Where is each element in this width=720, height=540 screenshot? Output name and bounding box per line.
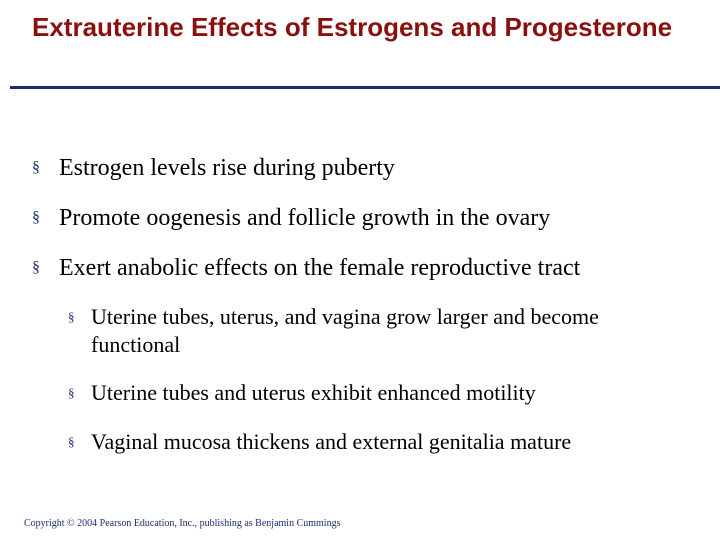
sub-bullet-text: Uterine tubes, uterus, and vagina grow larger and become functional bbox=[91, 304, 599, 357]
bullet-marker-icon: § bbox=[32, 159, 40, 176]
bullet-text: Promote oogenesis and follicle growth in the ovary bbox=[59, 205, 551, 231]
copyright-footer: Copyright © 2004 Pearson Education, Inc., publishing as Benjamin Cummings bbox=[24, 518, 341, 529]
sub-bullet-text: Vaginal mucosa thickens and external genitalia mature bbox=[91, 429, 572, 454]
sub-bullet-text: Uterine tubes and uterus exhibit enhanced motility bbox=[91, 380, 536, 405]
bullet-item bbox=[32, 154, 692, 182]
bullet-marker-icon: § bbox=[68, 309, 75, 324]
bullet-item bbox=[32, 204, 692, 232]
slide-title: Extrauterine Effects of Estrogens and Progesterone bbox=[32, 12, 673, 42]
bullet-marker-icon: § bbox=[68, 385, 75, 400]
bullet-text: Estrogen levels rise during puberty bbox=[59, 155, 395, 181]
sub-bullet-item bbox=[68, 379, 688, 407]
bullet-text: Exert anabolic effects on the female reproductive tract bbox=[59, 255, 581, 281]
sub-bullet-item bbox=[68, 303, 688, 359]
bullet-marker-icon: § bbox=[32, 209, 40, 226]
bullet-marker-icon: § bbox=[68, 434, 75, 449]
bullet-marker-icon: § bbox=[32, 259, 40, 276]
sub-bullet-item bbox=[68, 428, 688, 456]
bullet-item bbox=[32, 254, 692, 282]
